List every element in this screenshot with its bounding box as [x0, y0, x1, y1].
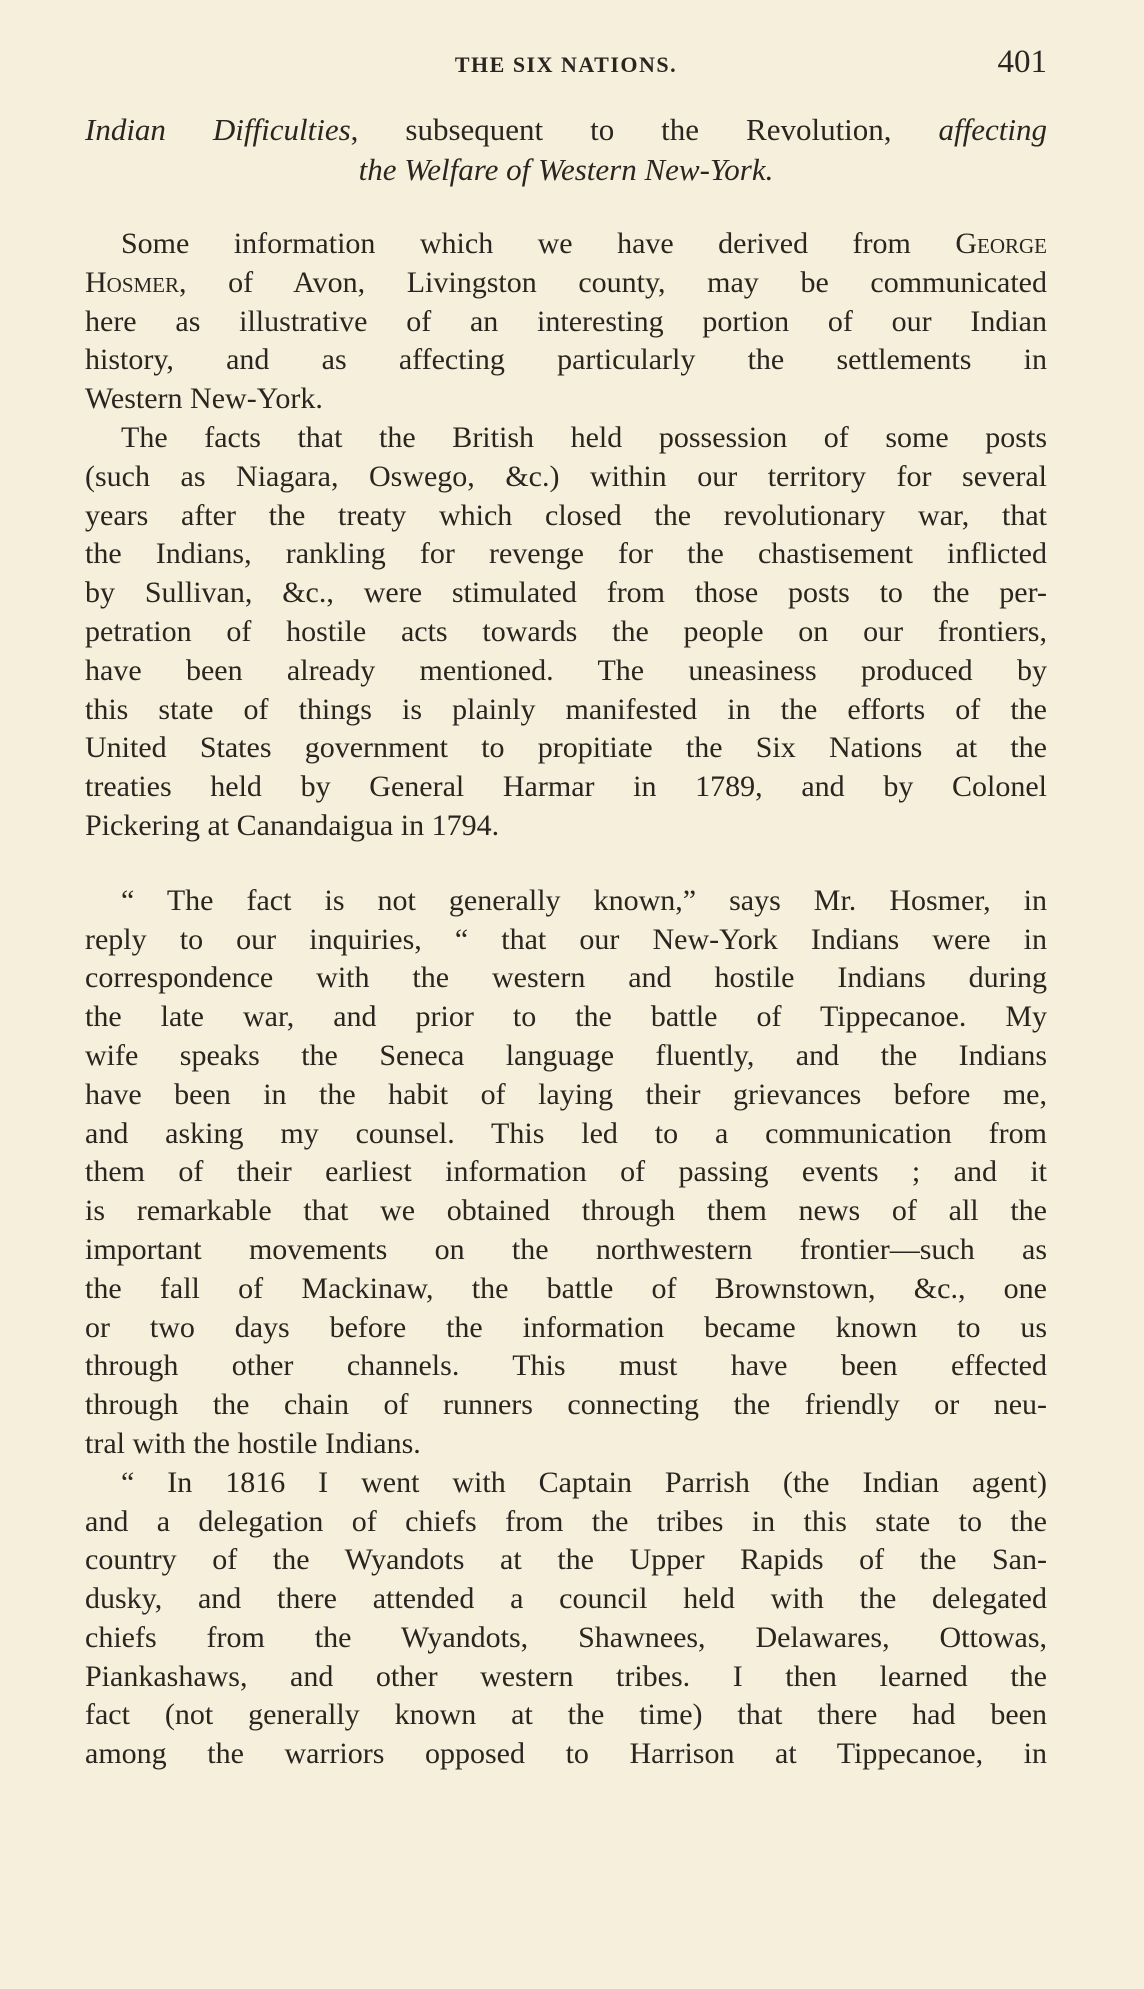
- text-line: Piankashaws, and other western tribes. I then learned the: [85, 1659, 1047, 1693]
- text-line: tral with the hostile Indians.: [85, 1426, 421, 1460]
- body-text: [85, 225, 1047, 1774]
- text-line: or two days before the information became known to us: [85, 1310, 1047, 1344]
- small-caps-name: George: [955, 227, 1047, 260]
- text-line: “ In 1816 I went with Captain Parrish (the Indian agent): [121, 1465, 1047, 1499]
- text-line: [85, 225, 1047, 264]
- paragraph: [85, 225, 1047, 419]
- italic-text: Indian Difficulties: [85, 112, 351, 147]
- text-line: have been already mentioned. The uneasiness produced by: [85, 653, 1047, 687]
- text-line: important movements on the northwestern frontier—such as: [85, 1232, 1047, 1266]
- text-line: the late war, and prior to the battle of Tippecanoe. My: [85, 1000, 1047, 1034]
- text-line: country of the Wyandots at the Upper Rapids of the San-: [85, 1543, 1047, 1577]
- page-number: 401: [997, 44, 1047, 80]
- text-line: Pickering at Canandaigua in 1794.: [85, 808, 500, 842]
- paragraph: [85, 419, 1047, 846]
- text-line: (such as Niagara, Oswego, &c.) within our territory for several: [85, 459, 1047, 493]
- text-line: have been in the habit of laying their grievances before me,: [85, 1077, 1047, 1111]
- text-line: dusky, and there attended a council held with the delegated: [85, 1582, 1047, 1616]
- text-line: treaties held by General Harmar in 1789, and by Colonel: [85, 770, 1047, 804]
- text-line: here as illustrative of an interesting portion of our Indian: [85, 304, 1047, 338]
- text-segment: , of Avon, Livingston county, may be communicated: [179, 265, 1047, 299]
- text-line: the fall of Mackinaw, the battle of Brownstown, &c., one: [85, 1271, 1047, 1305]
- text-line: petration of hostile acts towards the people on our frontiers,: [85, 614, 1047, 648]
- text-line: years after the treaty which closed the revolutionary war, that: [85, 498, 1047, 532]
- heading-line: [85, 150, 1047, 190]
- text-line: history, and as affecting particularly the settlements in: [85, 343, 1047, 377]
- text-line: United States government to propitiate the Six Nations at the: [85, 731, 1047, 765]
- text-line: and asking my counsel. This led to a communication from: [85, 1116, 1047, 1150]
- text-line: through the chain of runners connecting the friendly or neu-: [85, 1388, 1047, 1422]
- text-line: chiefs from the Wyandots, Shawnees, Delawares, Ottowas,: [85, 1620, 1047, 1654]
- text-line: Western New-York.: [85, 382, 323, 416]
- italic-text: affecting: [938, 112, 1047, 147]
- text-line: The facts that the British held possession of some posts: [121, 420, 1047, 454]
- paragraph: [85, 882, 1047, 1464]
- text-line: through other channels. This must have been effected: [85, 1349, 1047, 1383]
- running-head-title: THE SIX NATIONS.: [454, 52, 678, 77]
- small-caps-name: Hosmer: [85, 265, 180, 299]
- italic-text: the Welfare of Western New-York.: [358, 152, 774, 187]
- heading-line: [85, 110, 1047, 150]
- text-line: among the warriors opposed to Harrison at Tippecanoe, in: [85, 1737, 1047, 1771]
- section-heading: [85, 110, 1047, 190]
- text-line: reply to our inquiries, “ that our New-York Indians were in: [85, 922, 1047, 956]
- text-line: wife speaks the Seneca language fluently, and the Indians: [85, 1038, 1047, 1072]
- text-line: them of their earliest information of passing events ; and it: [85, 1155, 1047, 1189]
- text-line: is remarkable that we obtained through them news of all the: [85, 1194, 1047, 1228]
- text-segment: Some information which we have derived from: [121, 227, 956, 260]
- paragraph: [85, 1464, 1047, 1774]
- text-segment: , subsequent to the Revolution,: [350, 112, 939, 147]
- text-line: by Sullivan, &c., were stimulated from those posts to the per-: [85, 576, 1047, 610]
- text-line: the Indians, rankling for revenge for the chastisement inflicted: [85, 537, 1047, 571]
- text-line: [85, 264, 1047, 303]
- text-line: and a delegation of chiefs from the tribes in this state to the: [85, 1504, 1047, 1538]
- text-line: “ The fact is not generally known,” says Mr. Hosmer, in: [121, 883, 1047, 917]
- text-line: this state of things is plainly manifested in the efforts of the: [85, 692, 1047, 726]
- text-line: correspondence with the western and hostile Indians during: [85, 961, 1047, 995]
- text-line: fact (not generally known at the time) that there had been: [85, 1698, 1047, 1732]
- running-head: [85, 44, 1047, 84]
